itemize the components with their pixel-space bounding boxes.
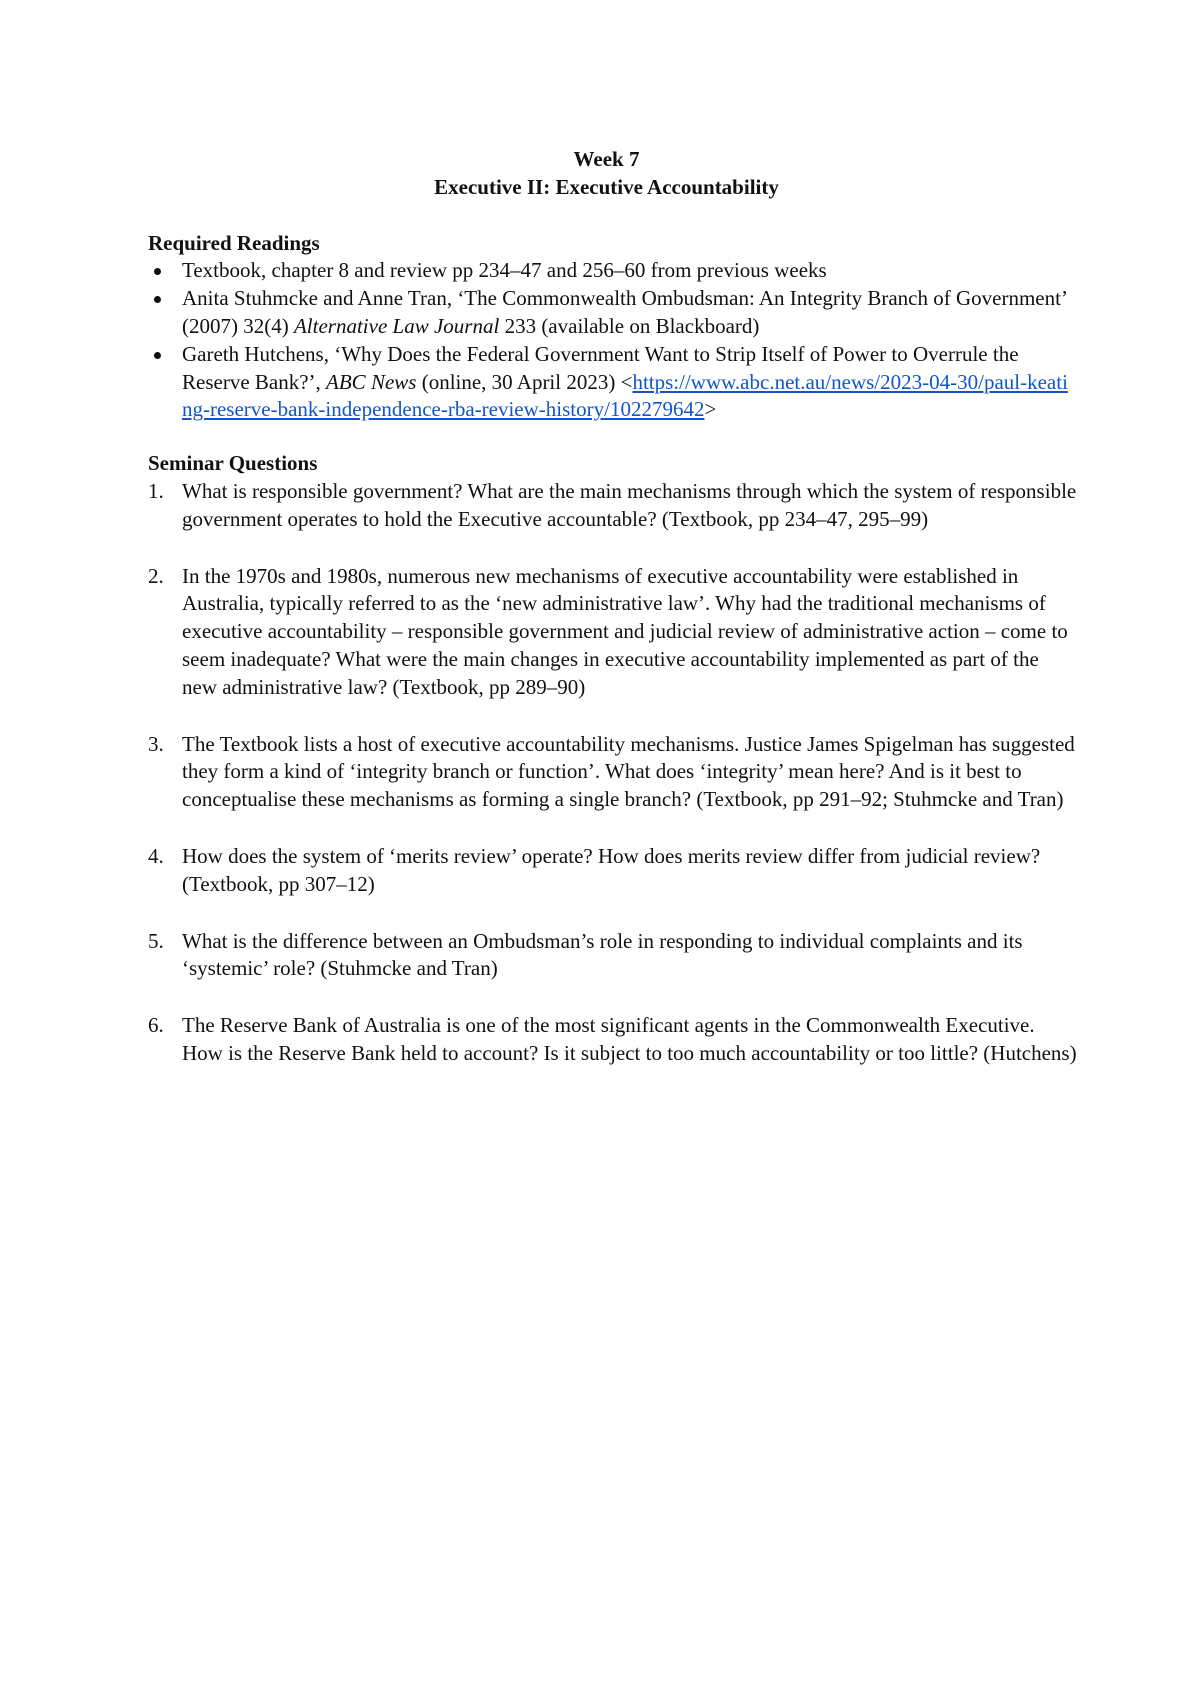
reading-text: Gareth Hutchens, ‘Why Does the Federal Government Want to Strip Itself of Power to Overrule the Reserve Bank?’, <box>182 341 1019 394</box>
list-item <box>148 257 1078 285</box>
reading-text: Textbook, chapter 8 and review pp 234–47 and 256–60 from previous weeks <box>182 258 827 283</box>
list-item <box>148 843 1078 899</box>
page-title: Executive II: Executive Accountability <box>434 174 779 199</box>
list-item <box>148 928 1078 984</box>
document-header <box>148 146 1065 202</box>
reading-text: Anita Stuhmcke and Anne Tran, ‘The Commonwealth Ombudsman: An Integrity Branch of Government’ (2007) 32(4) <box>182 286 1067 338</box>
publication-title: ABC News <box>326 369 417 394</box>
seminar-questions-section <box>148 450 1078 1068</box>
question-text: In the 1970s and 1980s, numerous new mechanisms of executive accountability were established in Australia, typically referred to as the ‘new administrative law’. Why had the traditional mechanisms of executive accountability – responsible government and judicial review of administrative action – come to seem inadequate? What were the main changes in executive accountability implemented as part of the new administrative law? (Textbook, pp 289–90) <box>182 563 1068 699</box>
question-number: 6. <box>148 1013 164 1038</box>
question-number: 1. <box>148 478 164 503</box>
bullet-icon <box>154 268 161 275</box>
list-item <box>148 478 1078 534</box>
question-number: 5. <box>148 928 164 953</box>
questions-heading: Seminar Questions <box>148 451 318 476</box>
question-number: 4. <box>148 843 164 868</box>
readings-list <box>148 257 1078 424</box>
questions-list <box>148 478 1078 1068</box>
list-item <box>148 341 1078 424</box>
question-text: What is the difference between an Ombudsman’s role in responding to individual complaints and its ‘systemic’ role? (Stuhmcke and Tran) <box>182 928 1023 981</box>
reading-text-mid: (online, 30 April 2023) < <box>416 369 633 394</box>
journal-title: Alternative Law Journal <box>293 313 500 338</box>
question-text: The Textbook lists a host of executive accountability mechanisms. Justice James Spigelman has suggested they form a kind of ‘integrity branch or function’. What does ‘integrity’ mean here? And is it best to conceptualise these mechanisms as forming a single branch? (Textbook, pp 291–92; Stuhmcke and Tran) <box>182 731 1075 812</box>
list-item <box>148 563 1078 702</box>
readings-heading: Required Readings <box>148 230 320 255</box>
article-link[interactable]: https://www.abc.net.au/news/2023-04-30/paul-keating-reserve-bank-independence-rba-review-history/102279642 <box>182 369 1068 422</box>
list-item <box>148 731 1078 814</box>
reading-text-end: 233 (available on Blackboard) <box>499 313 760 338</box>
question-number: 2. <box>148 563 164 588</box>
question-text: How does the system of ‘merits review’ operate? How does merits review differ from judicial review? (Textbook, pp 307–12) <box>182 843 1041 896</box>
document-page <box>148 146 1078 1097</box>
bullet-icon <box>154 296 161 303</box>
week-label: Week 7 <box>573 147 640 171</box>
question-text: The Reserve Bank of Australia is one of the most significant agents in the Commonwealth Executive. How is the Reserve Bank held to account? Is it subject to too much accountability or too little? (Hutchens) <box>182 1013 1077 1065</box>
reading-text-end: > <box>704 397 717 422</box>
list-item <box>148 1012 1078 1068</box>
bullet-icon <box>154 352 161 359</box>
question-text: What is responsible government? What are the main mechanisms through which the system of responsible government operates to hold the Executive accountable? (Textbook, pp 234–47, 295–99) <box>182 478 1077 531</box>
required-readings-section <box>148 230 1078 425</box>
question-number: 3. <box>148 731 164 756</box>
list-item <box>148 285 1078 341</box>
